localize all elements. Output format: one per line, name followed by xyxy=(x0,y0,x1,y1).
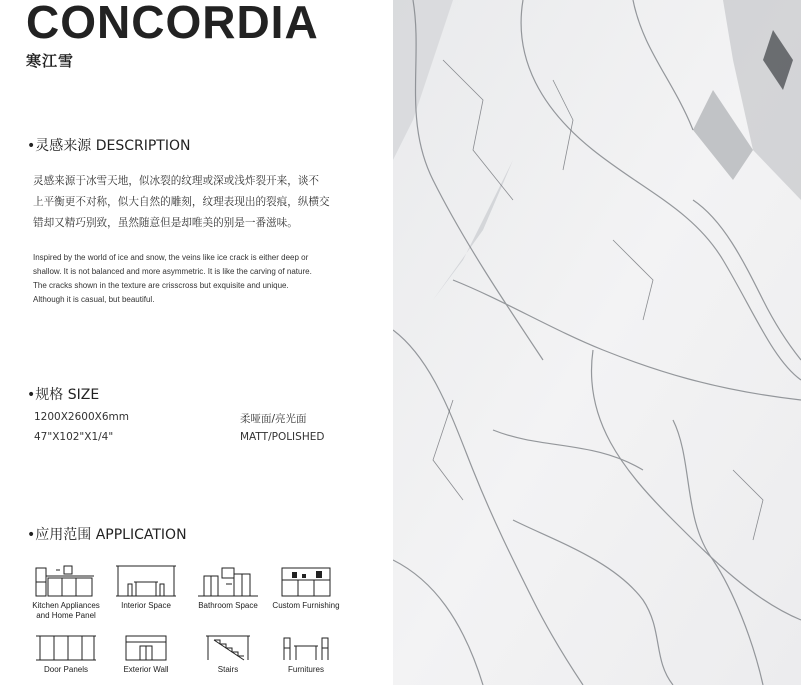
application-label: Interior Space xyxy=(121,601,171,610)
description-cn-line: 上平衡更不对称，似大自然的雕刻，纹理表现出的裂痕，纵横交 xyxy=(33,196,330,208)
kitchen-icon xyxy=(32,562,100,598)
application-label: Stairs xyxy=(217,665,239,674)
application-label: Custom Furnishing xyxy=(272,601,340,610)
finish-cn: 柔哑面/亮光面 xyxy=(240,413,307,425)
description-heading: •灵感来源 DESCRIPTION xyxy=(27,138,191,154)
application-label: Furnitures xyxy=(287,665,324,674)
bathroom-icon xyxy=(194,562,262,598)
application-label: Exterior Wall xyxy=(123,665,169,674)
description-en-line: Inspired by the world of ice and snow, the veins like ice crack is either deep or xyxy=(33,253,309,262)
description-en-line: The cracks shown in the texture are crisscross but exquisite and unique. xyxy=(33,281,289,290)
size-imperial: 47"X102"X1/4" xyxy=(34,431,114,443)
application-heading: •应用范围 APPLICATION xyxy=(27,527,187,543)
description-cn-line: 错却又精巧别致，虽然随意但是却唯美的别是一番滋味。 xyxy=(33,217,298,229)
application-item xyxy=(266,632,346,675)
stairs-icon xyxy=(194,632,262,662)
application-label: Kitchen Appliances and Home Panel xyxy=(32,601,100,620)
interior-space-icon xyxy=(112,562,180,598)
application-item xyxy=(266,562,346,611)
product-subtitle: 寒江雪 xyxy=(26,52,75,70)
custom-furnishing-icon xyxy=(272,562,340,598)
application-item xyxy=(106,562,186,611)
application-item xyxy=(106,632,186,675)
description-cn-line: 灵感来源于冰雪天地，似冰裂的纹理或深或浅炸裂开来，谈不 xyxy=(33,175,320,187)
application-item xyxy=(188,562,268,611)
application-label: Bathroom Space xyxy=(198,601,258,610)
exterior-wall-icon xyxy=(112,632,180,662)
application-item xyxy=(26,632,106,675)
furnitures-icon xyxy=(272,632,340,662)
application-label: Door Panels xyxy=(43,665,89,674)
marble-texture-image xyxy=(393,0,801,685)
info-panel xyxy=(0,0,392,685)
door-panels-icon xyxy=(32,632,100,662)
application-grid xyxy=(26,562,346,682)
application-item xyxy=(26,562,106,621)
finish-en: MATT/POLISHED xyxy=(240,431,325,443)
description-cn xyxy=(33,171,333,234)
product-title: CONCORDIA xyxy=(26,0,319,48)
size-metric: 1200X2600X6mm xyxy=(34,411,129,423)
application-item xyxy=(188,632,268,675)
description-en-line: Although it is casual, but beautiful. xyxy=(33,295,155,304)
description-en-line: shallow. It is not balanced and more asymmetric. It is like the carving of nature. xyxy=(33,267,312,276)
size-heading: •规格 SIZE xyxy=(27,387,100,403)
description-en xyxy=(33,251,333,307)
